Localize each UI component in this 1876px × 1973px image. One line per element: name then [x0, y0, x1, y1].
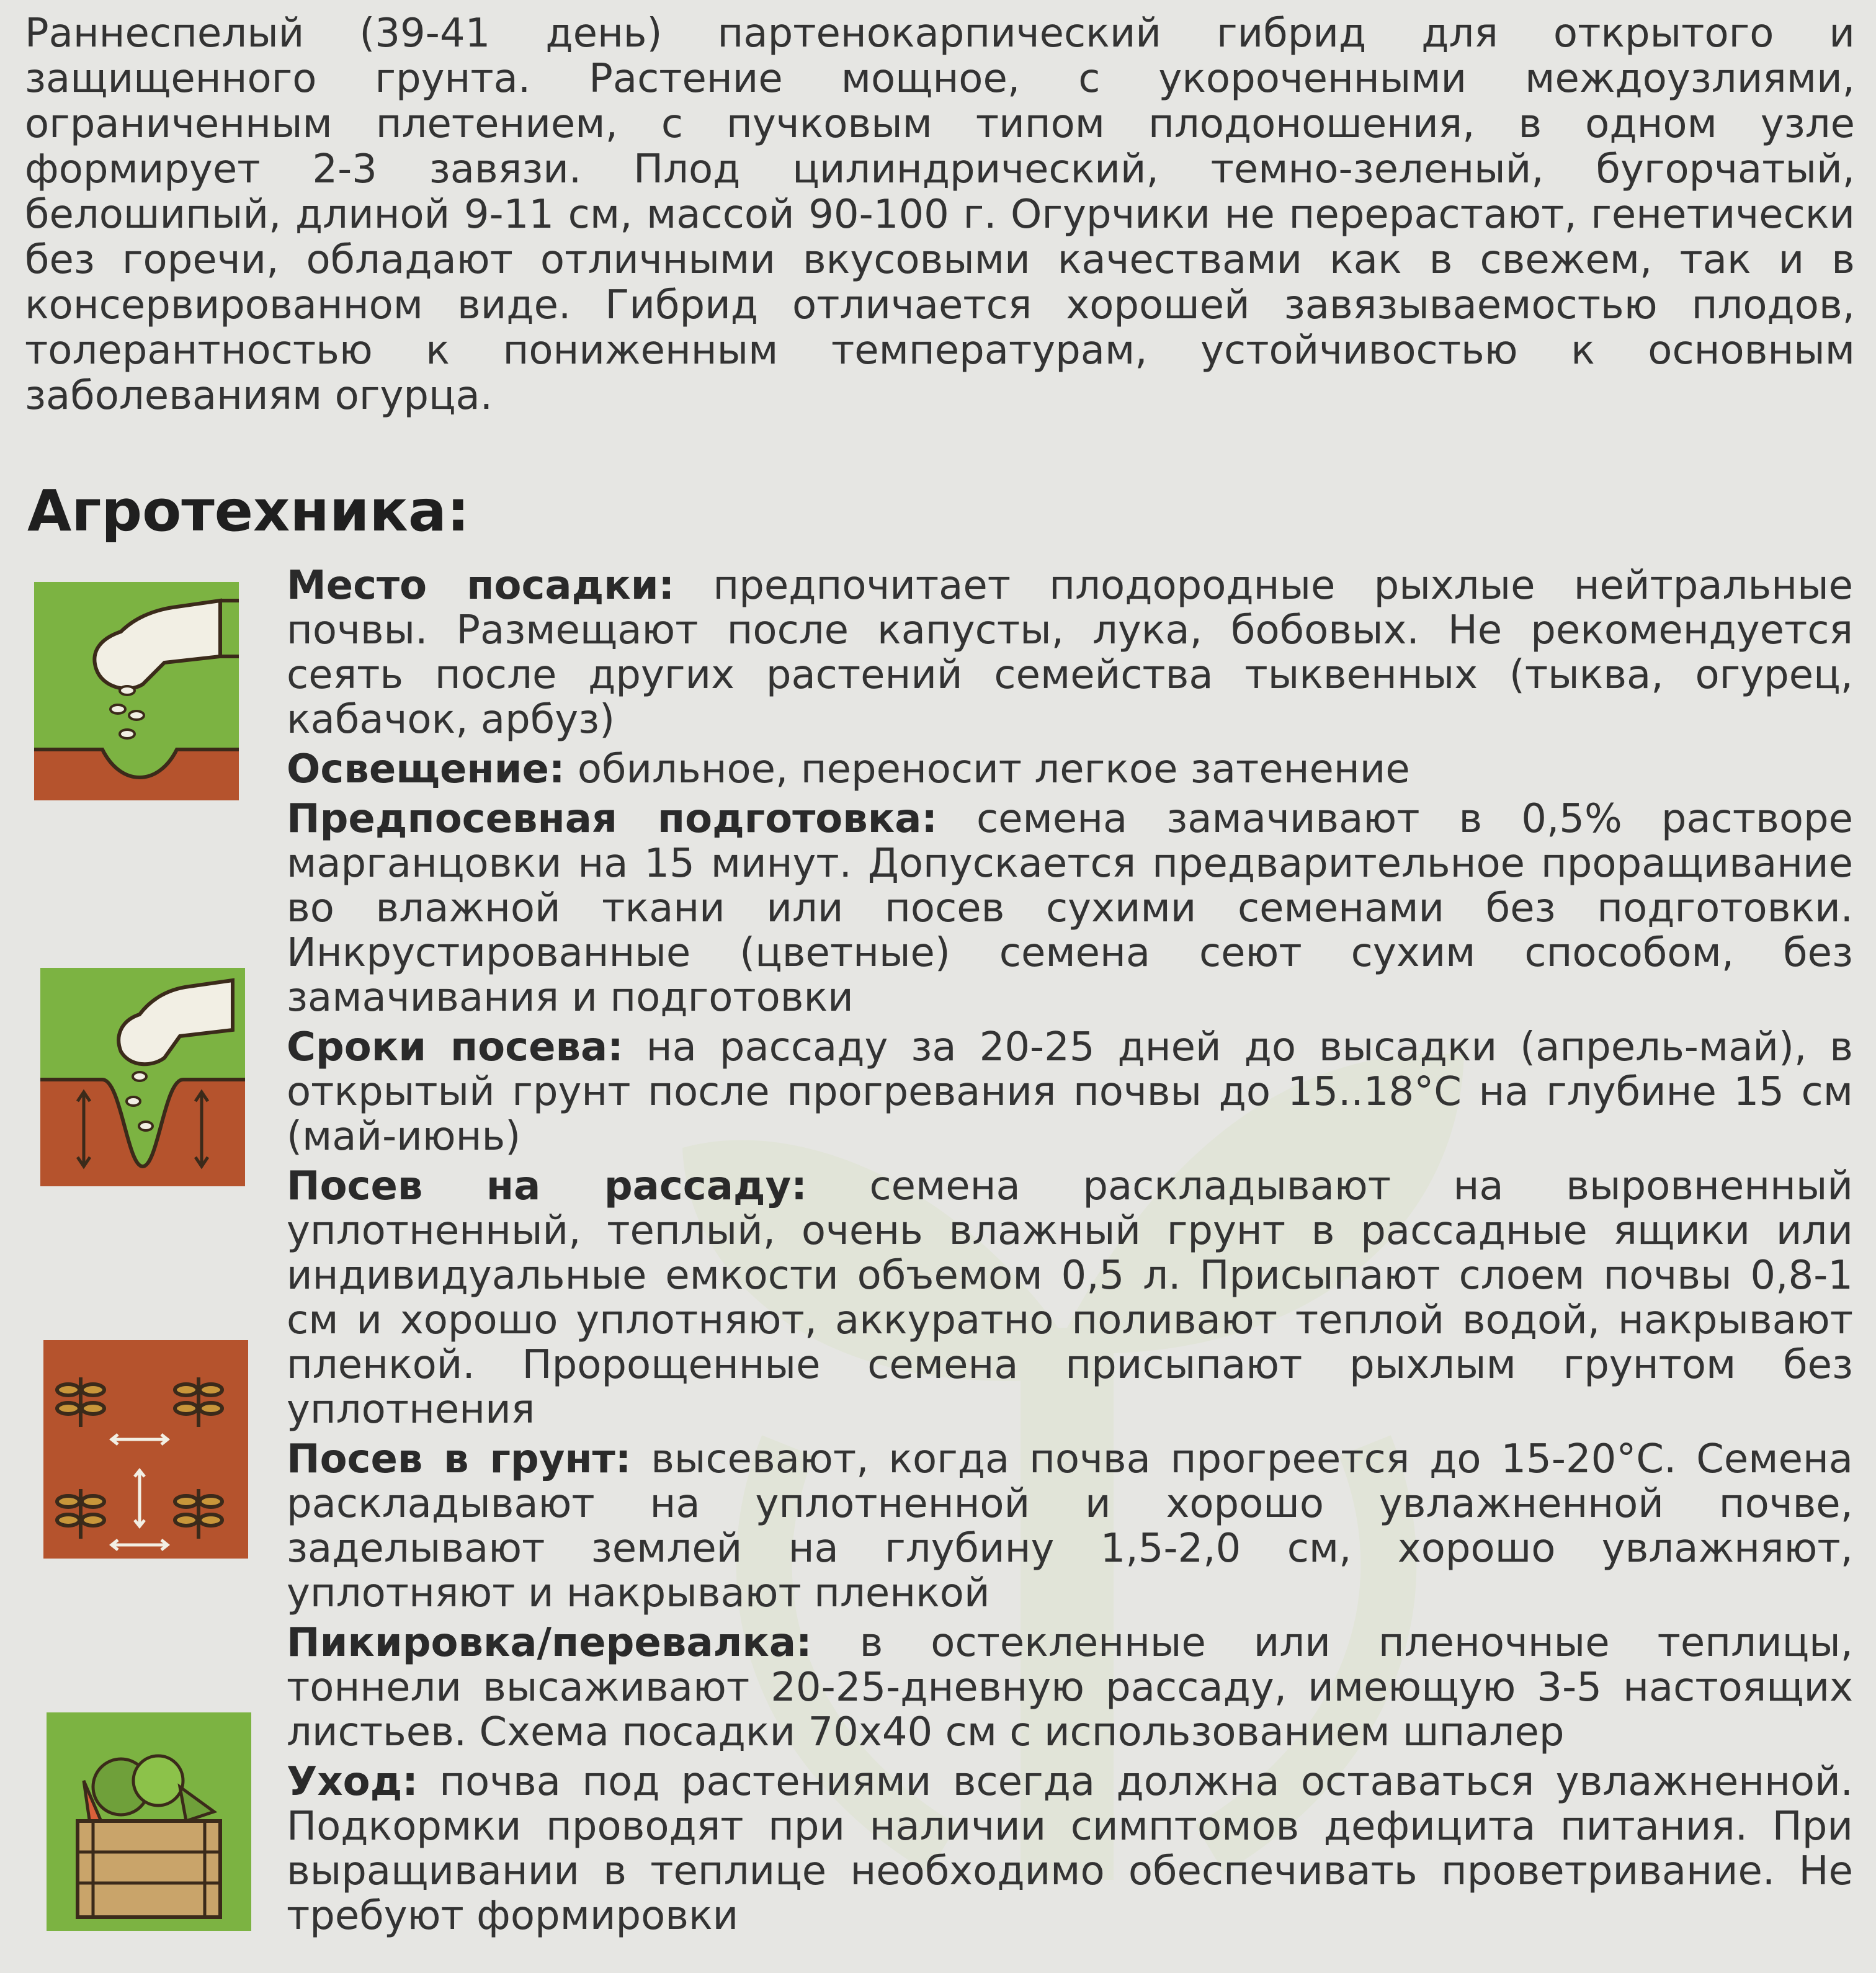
- item-text: в остекленные или пленочные теплицы, тоннели высаживают 20-25-дневную рассаду, имеющую 3-5 настоящих листьев. Схема посадки 70х40 см с использованием шпалер: [287, 1620, 1853, 1755]
- list-item: [287, 1621, 1853, 1755]
- item-label: Посев в грунт:: [287, 1436, 632, 1482]
- item-text: высевают, когда почва прогреется до 15-20°С. Семена раскладывают на уплотненной и хорошо увлажненной почве, заделывают землей на глубину 1,5-2,0 см, хорошо увлажняют, уплотняют и накрывают пленкой: [287, 1436, 1854, 1616]
- item-text: семена замачивают в 0,5% растворе марганцовки на 15 минут. Допускается предварительное проращивание во влажной ткани или посев сухими семенами без подготовки. Инкрустированные (цветные) семена сеют сухим способом, без замачивания и подготовки: [287, 796, 1854, 1021]
- vegetable-crate-icon: [47, 1712, 251, 1931]
- item-text: обильное, переносит легкое затенение: [565, 746, 1410, 792]
- section-heading: Агротехника:: [27, 478, 470, 544]
- item-text: на рассаду за 20-25 дней до высадки (апрель-май), в открытый грунт после прогревания почвы до 15..18°С на глубине 15 см (май-июнь): [287, 1024, 1854, 1160]
- hand-sowing-seeds-icon: [34, 582, 239, 800]
- list-item: [287, 1164, 1853, 1432]
- list-item: [287, 1025, 1853, 1159]
- item-label: Посев на рассаду:: [287, 1163, 807, 1209]
- product-description: Раннеспелый (39-41 день) партенокарпический гибрид для открытого и защищенного грунта. Растение мощное, с укороченными междоузлиями, ограниченным плетением, с пучковым типом плодоношения, в одном узле формирует 2-3 завязи. Плод цилиндрический, темно-зеленый, бугорчатый, белошипый, длиной 9-11 см, массой 90-100 г. Огурчики не перерастают, генетически без горечи, обладают отличными вкусовыми качествами как в свежем, так и в консервированном виде. Гибрид отличается хорошей завязываемостью плодов, толерантностью к пониженным температурам, устойчивостью к основным заболеваниям огурца.: [25, 11, 1855, 419]
- item-label: Освещение:: [287, 746, 565, 792]
- list-item: [287, 1760, 1853, 1938]
- seedling-spacing-icon: [43, 1340, 248, 1559]
- item-text: предпочитает плодородные рыхлые нейтральные почвы. Размещают после капусты, лука, бобовых. Не рекомендуется сеять после других растений семейства тыквенных (тыква, огурец, кабачок, арбуз): [287, 563, 1854, 743]
- item-label: Уход:: [287, 1759, 418, 1805]
- furrow-sowing-depth-icon: [40, 968, 245, 1186]
- agrotechnics-list: [287, 563, 1853, 1943]
- item-label: Предпосевная подготовка:: [287, 796, 937, 842]
- item-label: Пикировка/перевалка:: [287, 1620, 812, 1666]
- item-text: семена раскладывают на выровненный уплотненный, теплый, очень влажный грунт в рассадные ящики или индивидуальные емкости объемом 0,5 л. Присыпают слоем почвы 0,8-1 см и хорошо уплотняют, аккуратно поливают теплой водой, накрывают пленкой. Пророщенные семена присыпают рыхлым грунтом без уплотнения: [287, 1163, 1853, 1433]
- item-label: Сроки посева:: [287, 1024, 623, 1070]
- list-item: [287, 747, 1853, 792]
- list-item: [287, 1437, 1853, 1616]
- item-text: почва под растениями всегда должна оставаться увлажненной. Подкормки проводят при наличии симптомов дефицита питания. При выращивании в теплице необходимо обеспечивать проветривание. Не требуют формировки: [287, 1759, 1853, 1939]
- list-item: [287, 797, 1853, 1020]
- list-item: [287, 563, 1853, 742]
- item-label: Место посадки:: [287, 563, 675, 609]
